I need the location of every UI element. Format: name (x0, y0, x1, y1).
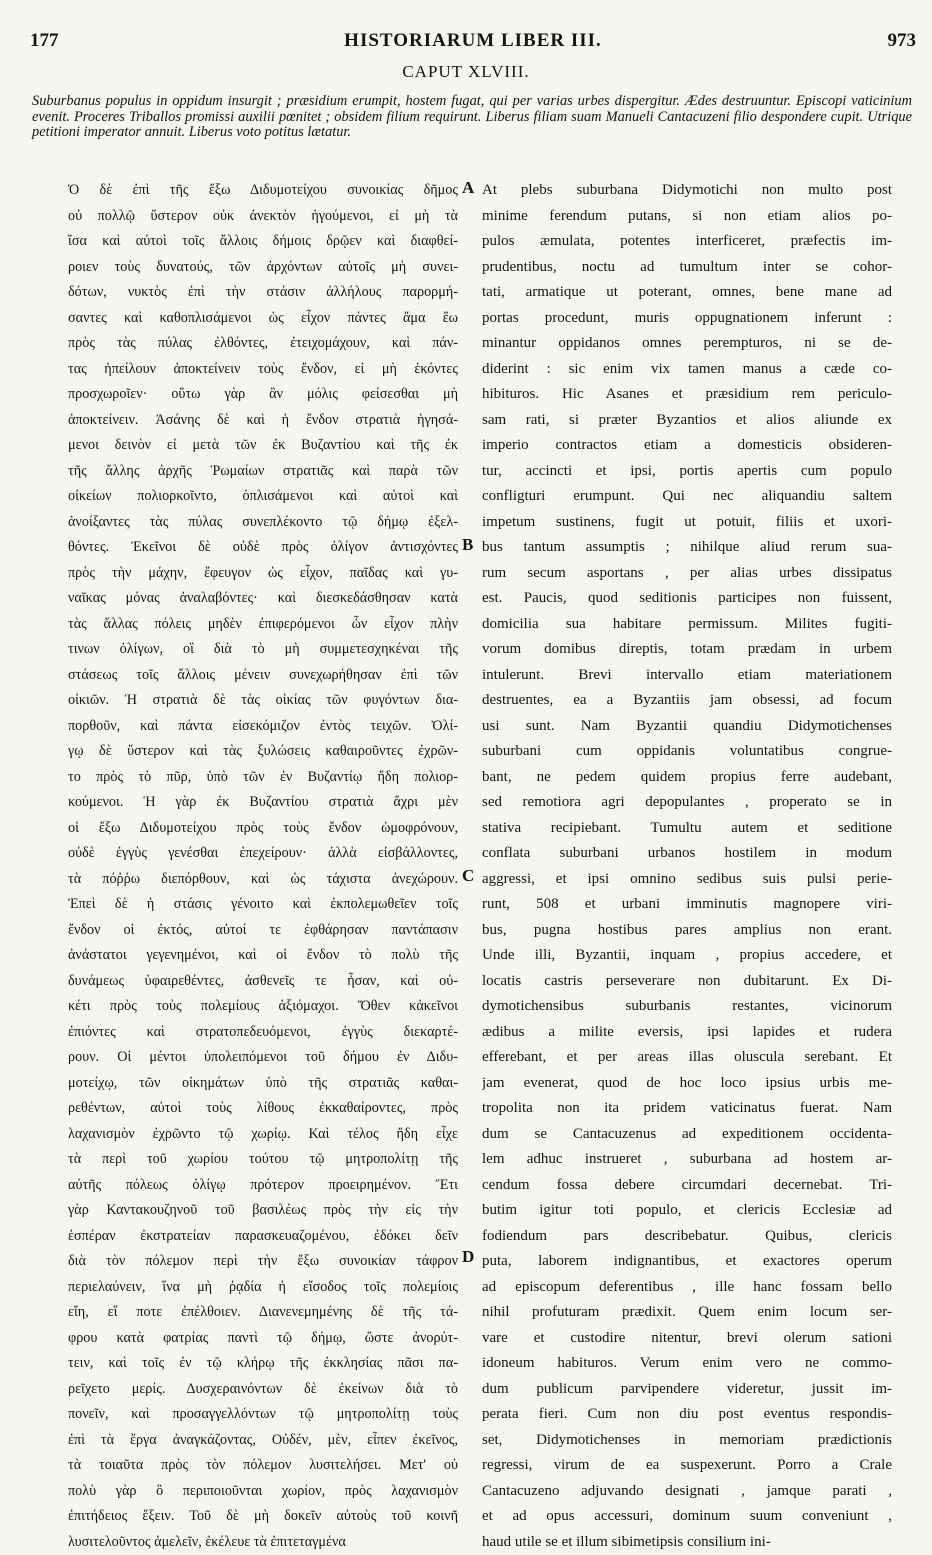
greek-text-line: θόντες. Ἐκεῖνοι δὲ οὐδὲ πρὸς ὀλίγον ἀντισχόντες (68, 535, 458, 561)
latin-text-line: haud utile se et illum sibimetipsis consilium ini- (482, 1530, 892, 1555)
latin-text-line: vare et custodire nitentur, brevi olerum sationi (482, 1326, 892, 1352)
chapter-summary: Suburbanus populus in oppidum insurgit ; præsidium erumpit, hostem fugat, qui per varias urbes dispergitur. Ædes destruuntur. Episcopi vaticinium evenit. Proceres Triballos promissi auxilii pœnitet ; obsidem filium requirunt. Liberus filiam suam Manueli Cantacuzeni filio despondere cupit. Utrique petitioni imperator annuit. Liberus voto potitus lætatur. (32, 94, 912, 141)
latin-text-line: runt, 508 et urbani imminutis magnopere viri- (482, 892, 892, 918)
margin-marker-c: C (462, 866, 474, 886)
latin-text-line: fodiendum pars describebatur. Quibus, clericis (482, 1224, 892, 1250)
latin-text-line: est. Paucis, quod seditionis participes non fuissent, (482, 586, 892, 612)
greek-text-line: λαχανισμὸν ἐχρῶντο τῷ χωρίῳ. Καὶ τέλος ἤδη εἶχε (68, 1122, 458, 1148)
greek-text-line: πονεῖν, καὶ προσαγγελλόντων τῷ μητροπολίτῃ τοὺς (68, 1402, 458, 1428)
latin-text-line: pulos æmulata, potentes interficeret, præfectis im- (482, 229, 892, 255)
greek-text-line: πολὺ γὰρ ὃ περιποιοῦνται χωρίον, πρὸς λαχανισμὸν (68, 1479, 458, 1505)
latin-text-line: diderint : sic enim vix tamen manus a cæde co- (482, 357, 892, 383)
latin-text-line: nihil profuturam prædixit. Quem enim locum ser- (482, 1300, 892, 1326)
latin-text-line: Cantacuzeno adjuvando designati , jamque parati , (482, 1479, 892, 1505)
latin-text-line: tur, accincti et ipsi, portis apertis cum populo (482, 459, 892, 485)
greek-text-line: οἰκείων πολιορκοῖντο, ὁπλισάμενοι καὶ αὐτοὶ καὶ (68, 484, 458, 510)
greek-text-line: ἀνοίξαντες τὰς πύλας συνεπλέκοντο τῷ δήμῳ ἐξελ- (68, 510, 458, 536)
greek-text-line: τὰ πόῤῥω διεπόρθουν, καὶ ὡς τάχιστα ἀνεχώρουν. (68, 867, 458, 893)
greek-text-line: ἑσπέραν ἐκστρατείαν παρασκευαζομένου, ἐδόκει δεῖν (68, 1224, 458, 1250)
greek-text-line: σαντες καὶ καθοπλισάμενοι ὡς εἶχον πάντες ἅμα ἕω (68, 306, 458, 332)
greek-text-line: οὐδὲ ἐγγὺς γενέσθαι ἐπεχείρουν· ἀλλὰ εἰσβάλλοντες, (68, 841, 458, 867)
latin-text-line: ædibus a milite eversis, ipsi lapides et rudera (482, 1020, 892, 1046)
latin-text-line: bus, pugna hostibus pares amplius non erant. (482, 918, 892, 944)
latin-text-line: bus tantum assumptis ; nihilque aliud rerum sua- (482, 535, 892, 561)
greek-text-line: ἐπὶ τὰ ἔργα ἀναγκάζοντας, Οὐδέν, μὲν, εἶπεν ἐκεῖνος, (68, 1428, 458, 1454)
greek-text-line: Ὁ δὲ ἐπὶ τῆς ἔξω Διδυμοτείχου συνοικίας δῆμος (68, 178, 458, 204)
running-header (30, 30, 916, 56)
latin-text-line: vorum domibus direptis, totam prædam in urbem (482, 637, 892, 663)
latin-text-line: regressi, virum de ea suspexerunt. Porro a Crale (482, 1453, 892, 1479)
greek-text-line: γῳ δὲ ὕστερον καὶ τὰς ξυλώσεις καθαιροῦντες ἐχρῶν- (68, 739, 458, 765)
greek-text-line: δότων, νυκτὸς ἐπὶ τὴν στάσιν ἀλλήλους παρορμή- (68, 280, 458, 306)
greek-text-line: εἴη, εἴ ποτε ἐπέλθοιεν. Διανενεμημένης δὲ τῆς τά- (68, 1300, 458, 1326)
latin-text-line: aggressi, et ipsi omnino sedibus suis pulsi perie- (482, 867, 892, 893)
greek-text-line: τινων ὀλίγων, οἳ διὰ τὸ μὴ συμμετεσχηκέναι τῆς (68, 637, 458, 663)
latin-text-line: puta, laborem indignantibus, et exactores operum (482, 1249, 892, 1275)
greek-text-line: μενοι δεινὸν εἰ μετὰ τῶν ἐκ Βυζαντίου καὶ τῆς ἐκ (68, 433, 458, 459)
margin-marker-a: A (462, 178, 474, 198)
latin-text-line: dum publicum parvipendere videretur, jussit im- (482, 1377, 892, 1403)
latin-text-line: tati, armatique ut poterant, omnes, bene mane ad (482, 280, 892, 306)
latin-text-line: set, Didymotichenses in memoriam prædictionis (482, 1428, 892, 1454)
latin-text-line: portas procedunt, muris oppugnationem inferunt : (482, 306, 892, 332)
right-page-number: 973 (888, 30, 917, 52)
greek-text-line: πρὸς τὰς πύλας ἐλθόντες, ἐτειχομάχουν, καὶ πάν- (68, 331, 458, 357)
latin-text-line: minantur oppidanos omnes perempturos, ni se de- (482, 331, 892, 357)
greek-text-line: πορθοῦν, καὶ πάντα εἰσεκόμιζον ἐντὸς τειχῶν. Ὀλί- (68, 714, 458, 740)
latin-text-line: dymotichensibus suburbanis restantes, vicinorum (482, 994, 892, 1020)
greek-text-line: αὐτῆς πόλεως ὀλίγῳ πρότερον προειρημένον. Ἔτι (68, 1173, 458, 1199)
latin-text-line: lem adhuc instrueret , suburbana ad hostem ar- (482, 1147, 892, 1173)
greek-text-line: κέτι πρὸς τοὺς πολεμίους ἀξιόμαχοι. Ὅθεν κἀκεῖνοι (68, 994, 458, 1020)
greek-text-line: προσχωροῖεν· οὕτω γὰρ ἂν μόλις φείσεσθαι μὴ (68, 382, 458, 408)
greek-text-line: τειν, καὶ τοῖς ἐν τῷ κλήρῳ τῆς ἐκκλησίας πᾶσι πα- (68, 1351, 458, 1377)
latin-text-line: perata fieri. Cum non diu post eventus respondis- (482, 1402, 892, 1428)
latin-text-line: locatis castris perseverare non dubitarunt. Ex Di- (482, 969, 892, 995)
greek-text-line: ρεθέντων, αὐτοὶ τοὺς λίθους ἐκκαθαίροντες, πρὸς (68, 1096, 458, 1122)
latin-text-line: prudentibus, noctu ad tumultum inter se cohor- (482, 255, 892, 281)
latin-text-line: stativa recipiebant. Tumultu autem et seditione (482, 816, 892, 842)
greek-text-line: τας ἠπείλουν ἀποκτείνειν τοὺς ἔνδον, εἰ μὴ ἑκόντες (68, 357, 458, 383)
latin-text-line: imperio contractos etiam a domesticis obsideren- (482, 433, 892, 459)
latin-text-line: usi sunt. Nam Byzantii quandiu Didymotichenses (482, 714, 892, 740)
greek-text-line: ἔνδον οἱ ἐκτός, αὐτοί τε ἐφθάρησαν παντάπασιν (68, 918, 458, 944)
latin-text-line: minime ferendum putans, si non etiam alios po- (482, 204, 892, 230)
greek-text-line: ἐπιόντες καὶ στρατοπεδευόμενοι, ἐγγὺς διεκαρτέ- (68, 1020, 458, 1046)
latin-text-line: butim igitur toti populo, et clericis Ecclesiæ ad (482, 1198, 892, 1224)
greek-text-line: τὰς ἄλλας πόλεις μηδὲν ἐπιφερόμενοι ὧν εἶχον πλὴν (68, 612, 458, 638)
latin-column (482, 178, 892, 1555)
greek-text-line: οὐ πολλῷ ὕστερον οὐκ ἀνεκτὸν ἡγούμενοι, εἰ μὴ τὰ (68, 204, 458, 230)
running-title: HISTORIARUM LIBER III. (30, 30, 916, 52)
latin-text-line: At plebs suburbana Didymotichi non multo post (482, 178, 892, 204)
greek-text-line: φρου κατὰ φατρίας παντὶ τῷ δήμῳ, ὥστε ἀνορύτ- (68, 1326, 458, 1352)
greek-text-line: κούμενοι. Ἡ γὰρ ἐκ Βυζαντίου στρατιὰ ἄχρι μὲν (68, 790, 458, 816)
latin-text-line: rum secum asportans , per alias urbes dissipatus (482, 561, 892, 587)
greek-text-line: το πρὸς τὸ πῦρ, ὑπὸ τῶν ἐν Βυζαντίῳ ἤδη πολιορ- (68, 765, 458, 791)
latin-text-line: efferebant, et per areas illas olusculа serebant. Et (482, 1045, 892, 1071)
chapter-title: CAPUT XLVIII. (0, 62, 932, 82)
latin-text-line: sam rati, si præter Byzantios et alios aliunde ex (482, 408, 892, 434)
greek-text-line: ροιεν τοὺς δυνατούς, τῶν ἀρχόντων αὐτοῖς μὴ συνει- (68, 255, 458, 281)
greek-text-line: τὰ τοιαῦτα πρὸς τὸν πόλεμον λυσιτελήσει. Μετ' οὐ (68, 1453, 458, 1479)
greek-text-line: ἐπιτήδειος ἕξειν. Τοῦ δὲ μὴ δοκεῖν αὐτοὺς τοῦ κοινῆ (68, 1504, 458, 1530)
latin-text-line: conflata suburbani urbanos hostilem in modum (482, 841, 892, 867)
greek-text-line: ἀνάστατοι γεγενημένοι, καὶ οἱ ἔνδον τὸ πολὺ τῆς (68, 943, 458, 969)
latin-text-line: sed remotiora agri depopulantes , properato se in (482, 790, 892, 816)
greek-text-line: ρεῖχετο μερίς. Δυσχεραινόντων δὲ ἐκείνων διὰ τὸ (68, 1377, 458, 1403)
greek-text-line: οἱ ἔξω Διδυμοτείχου πρὸς τοὺς ἔνδον ὡμοφρόνουν, (68, 816, 458, 842)
margin-marker-d: D (462, 1247, 474, 1267)
greek-text-line: γὰρ Καντακουζηνοῦ τοῦ βασιλέως πρὸς τὴν εἰς τὴν (68, 1198, 458, 1224)
greek-text-line: ἀποκτείνειν. Ἀσάνης δὲ καὶ ἡ ἔνδον στρατιὰ ἡγησά- (68, 408, 458, 434)
greek-text-line: πρὸς τὴν μάχην, ἔφευγον ὡς εἶχον, παῖδας καὶ γυ- (68, 561, 458, 587)
latin-text-line: jam evenerat, quod de hoc loco ipsius urbis me- (482, 1071, 892, 1097)
latin-text-line: domicilia sua habitare permissum. Milites fugiti- (482, 612, 892, 638)
greek-text-line: τὰ περὶ τοῦ χωρίου τούτου τῷ μητροπολίτῃ τῆς (68, 1147, 458, 1173)
latin-text-line: destruentes, ea a Byzantiis jam obsessi, ad focum (482, 688, 892, 714)
greek-text-line: περιελαύνειν, ἵνα μὴ ῥᾳδία ἡ εἴσοδος τοῖς πολεμίοις (68, 1275, 458, 1301)
greek-column (68, 178, 458, 1555)
latin-text-line: intulerunt. Brevi intervallo etiam materiationem (482, 663, 892, 689)
latin-text-line: dum se Cantacuzenus ad expeditionem occidenta- (482, 1122, 892, 1148)
greek-text-line: Ἐπεὶ δὲ ἡ στάσις γένοιτο καὶ ἐκπολεμωθεῖεν τοῖς (68, 892, 458, 918)
greek-text-line: δυνάμεως ὑφαιρεθέντες, ἀσθενεῖς τε ἦσαν, καὶ οὐ- (68, 969, 458, 995)
greek-text-line: ἴσα καὶ αὐτοὶ τοῖς ἄλλοις δήμοις δρῷεν καὶ διαφθεί- (68, 229, 458, 255)
latin-text-line: Unde illi, Byzantii, inquam , propius accedere, et (482, 943, 892, 969)
latin-text-line: tropolita non ita pridem vaticinatus fuerat. Nam (482, 1096, 892, 1122)
greek-text-line: λυσιτελοῦντος ἀμελεῖν, ἐκέλευε τὰ ἐπιτεταγμένα (68, 1530, 458, 1555)
latin-text-line: confligturi erumpunt. Qui nec aliquandiu saltem (482, 484, 892, 510)
greek-text-line: ρουν. Οἱ μέντοι ὑπολειπόμενοι τοῦ δήμου ἐν Διδυ- (68, 1045, 458, 1071)
latin-text-line: suburbani cum oppidanis voluntatibus congrue- (482, 739, 892, 765)
latin-text-line: bant, ne pedem quidem propius ferre audebant, (482, 765, 892, 791)
greek-text-line: μοτείχῳ, τῶν οἰκημάτων ὑπὸ τῆς στρατιᾶς καθαι- (68, 1071, 458, 1097)
left-page-number: 177 (30, 30, 59, 52)
greek-text-line: οἰκιῶν. Ἡ στρατιὰ δὲ τὰς οἰκίας τῶν φυγόντων δια- (68, 688, 458, 714)
greek-text-line: ναῖκας μόνας ἀναλαβόντες· καὶ διεσκεδάσθησαν κατὰ (68, 586, 458, 612)
greek-text-line: στάσεως τοῖς ἄλλοις μένειν συνεχωρήθησαν ἐπὶ τῶν (68, 663, 458, 689)
latin-text-line: cendum fossa debere circumdari decernebat. Tri- (482, 1173, 892, 1199)
latin-text-line: idoneum habituros. Verum enim vero ne commo- (482, 1351, 892, 1377)
margin-marker-b: B (462, 535, 473, 555)
latin-text-line: et ad opus accessuri, dominum suum conveniunt , (482, 1504, 892, 1530)
greek-text-line: διὰ τὸν πόλεμον περὶ τὴν ἔξω συνοικίαν τάφρον (68, 1249, 458, 1275)
latin-text-line: impetum sustinens, fugit ut potuit, filiis et uxori- (482, 510, 892, 536)
greek-text-line: τῆς ἄλλης ἀρχῆς Ῥωμαίων στρατιᾶς καὶ παρὰ τῶν (68, 459, 458, 485)
latin-text-line: ad episcopum deferentibus , ille hanc fossam bello (482, 1275, 892, 1301)
latin-text-line: hibituros. Hic Asanes et præsidium rem periculo- (482, 382, 892, 408)
